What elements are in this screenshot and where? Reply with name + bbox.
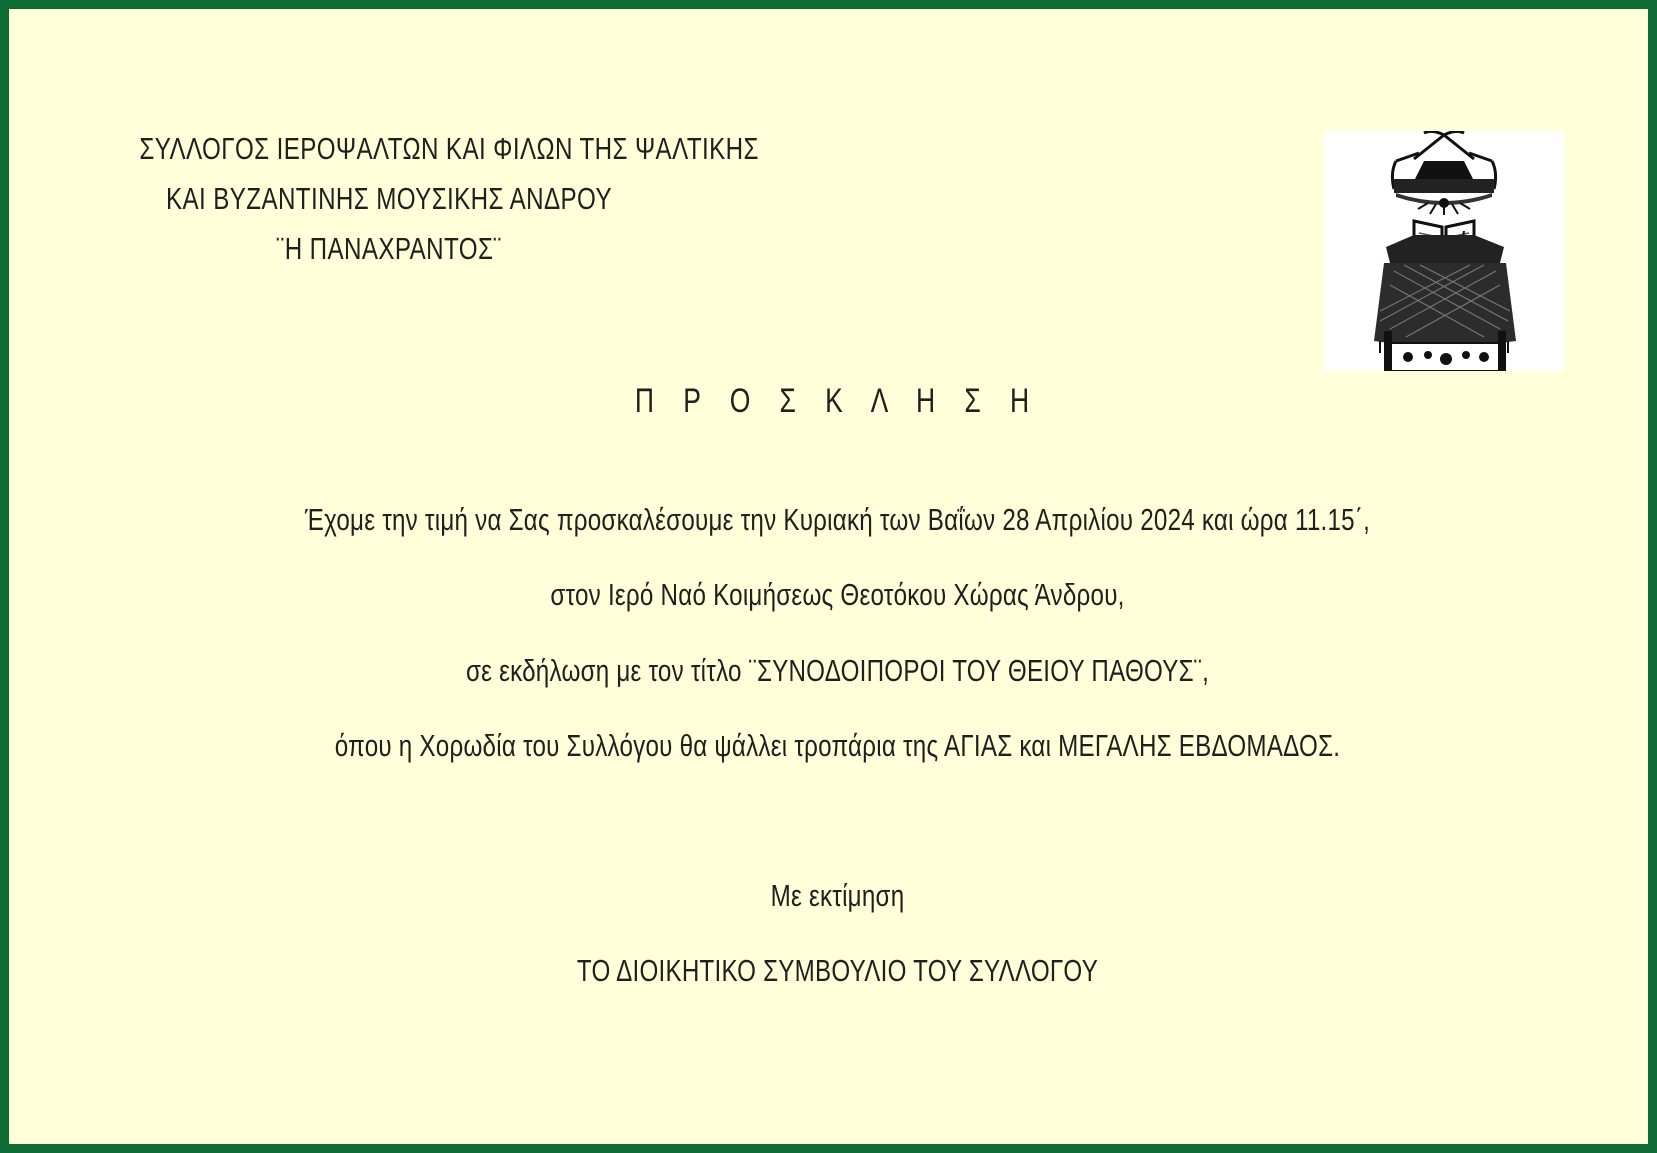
body-line-event-title: σε εκδήλωση με τον τίτλο ¨ΣΥΝΟΔΟΙΠΟΡΟΙ ΤΟΥ ΘΕΙΟΥ ΠΑΘΟΥΣ¨,	[465, 653, 1210, 688]
body-line-choir: όπου η Χορωδία του Συλλόγου θα ψάλλει τροπάρια της ΑΓΙΑΣ και ΜΕΓΑΛΗΣ ΕΒΔΟΜΑΔΟΣ.	[334, 728, 1341, 763]
body-line-date: Έχομε την τιμή να Σας προσκαλέσουμε την Κυριακή των Βαΐων 28 Απριλίου 2024 και ώρα 11.15΄,	[304, 502, 1371, 537]
header-line-1: ΣΥΛΛΟΓΟΣ ΙΕΡΟΨΑΛΤΩΝ ΚΑΙ ΦΙΛΩΝ ΤΗΣ ΨΑΛΤΙΚΗΣ	[139, 131, 759, 166]
body-line-location: στον Ιερό Ναό Κοιμήσεως Θεοτόκου Χώρας Άνδρου,	[550, 577, 1125, 612]
lectern-with-open-book-and-oil-lamp-icon	[1324, 131, 1564, 371]
header-line-3: ¨Η ΠΑΝΑΧΡΑΝΤΟΣ¨	[276, 231, 502, 266]
closing-greeting: Με εκτίμηση	[770, 878, 905, 913]
header-line-2: ΚΑΙ ΒΥΖΑΝΤΙΝΗΣ ΜΟΥΣΙΚΗΣ ΑΝΔΡΟΥ	[165, 181, 612, 216]
invitation-title: Π Ρ Ο Σ Κ Λ Η Σ Η	[634, 382, 1041, 420]
closing-signature: ΤΟ ΔΙΟΙΚΗΤΙΚΟ ΣΥΜΒΟΥΛΙΟ ΤΟΥ ΣΥΛΛΟΓΟΥ	[576, 953, 1099, 988]
association-header	[69, 124, 759, 274]
